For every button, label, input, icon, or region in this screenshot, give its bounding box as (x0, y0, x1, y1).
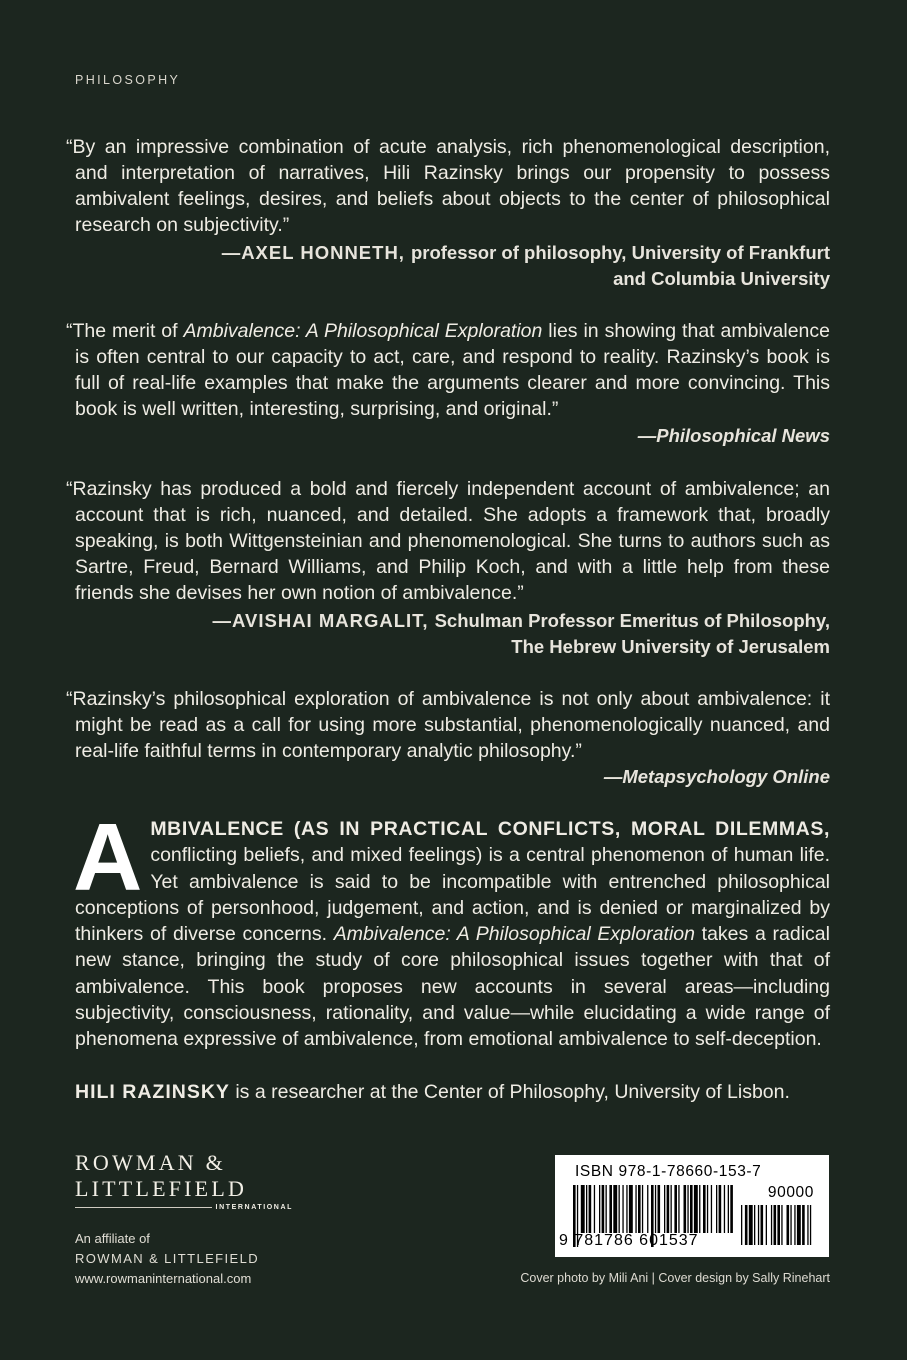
barcode-bar (703, 1185, 706, 1233)
quote-text: “The merit of (66, 320, 184, 342)
barcode-bar (687, 1185, 688, 1233)
barcode-bar (599, 1185, 600, 1233)
barcode-bar (699, 1185, 700, 1233)
blurb-attribution-1 (75, 240, 830, 292)
blurb-quote-4 (66, 686, 830, 764)
isbn-text: ISBN 978-1-78660-153-7 (575, 1163, 762, 1180)
barcode-bar (638, 1185, 641, 1233)
price-bar (774, 1205, 777, 1245)
blurb-quote-3 (66, 476, 830, 606)
blurb-attribution-4 (75, 764, 830, 790)
description-book-title: Ambivalence: A Philosophical Exploration (333, 923, 695, 946)
blurb-attribution-2 (75, 423, 830, 449)
attribution-source: —Philosophical News (637, 425, 830, 446)
price-bar (766, 1205, 767, 1245)
price-bar (802, 1205, 805, 1245)
price-bar (810, 1205, 811, 1245)
barcode-bar (581, 1185, 585, 1233)
price-bar (787, 1205, 790, 1245)
barcode-digits: 9 781786 601537 (559, 1232, 699, 1249)
barcode-bar (730, 1185, 733, 1233)
drop-cap: A (73, 804, 143, 911)
author-bio-text: is a researcher at the Center of Philosophy, University of Lisbon. (229, 1081, 790, 1103)
affiliate-line2: ROWMAN & LITTLEFIELD (75, 1251, 260, 1266)
barcode-bar (690, 1185, 693, 1233)
price-bar (771, 1205, 772, 1245)
barcode-bar (728, 1185, 729, 1233)
barcode-bar (664, 1185, 665, 1233)
barcode-bar (724, 1185, 725, 1233)
barcode-bar (707, 1185, 708, 1233)
cover-credit: Cover photo by Mili Ani | Cover design by Sally Rinehart (520, 1271, 830, 1285)
price-bar (754, 1205, 755, 1245)
price-bar (761, 1205, 764, 1245)
publisher-logo-line2: LITTLEFIELD (75, 1176, 248, 1201)
barcode-bar (594, 1185, 595, 1233)
quote-book-title: Ambivalence: A Philosophical Exploration (183, 320, 543, 342)
barcode-bar (671, 1185, 672, 1233)
barcode-bar (626, 1185, 627, 1233)
quote-text: “Razinsky has produced a bold and fiercely independent account of ambivalence; an account that is rich, nuanced, and detailed. She adopts a framework that, broadly speaking, is both Wittgensteinian and phenomenological. She turns to authors such as Sartre, Freud, Bernard Williams, and Philip Koch, and with a little help from these friends she devises her own notion of ambivalence.” (66, 478, 830, 604)
publisher-affiliate (75, 1229, 259, 1289)
barcode-bar (647, 1185, 648, 1233)
barcode-bar (613, 1185, 617, 1233)
price-bar (790, 1205, 791, 1245)
barcode-bar (602, 1185, 605, 1233)
barcode-bar (642, 1185, 643, 1233)
barcode-bar (674, 1185, 677, 1233)
price-bar (745, 1205, 748, 1245)
blurb-attribution-3 (75, 608, 830, 660)
description-lead: MBIVALENCE (AS IN PRACTICAL CONFLICTS, MORAL DILEMMAS, (150, 818, 830, 840)
attribution-title-cont: The Hebrew University of Jerusalem (511, 636, 830, 657)
publisher-logo (75, 1150, 293, 1211)
price-bar (797, 1205, 801, 1245)
publisher-logo-rule (75, 1204, 293, 1211)
barcode-bar (606, 1185, 607, 1233)
publisher-website[interactable]: www.rowmaninternational.com (75, 1271, 252, 1286)
attribution-name: —AXEL HONNETH, (221, 242, 405, 263)
barcode-bar (719, 1185, 722, 1233)
author-name: HILI RAZINSKY (75, 1081, 230, 1103)
affiliate-line1: An affiliate of (75, 1231, 150, 1246)
barcode-bar (658, 1185, 661, 1233)
barcode-bar (678, 1185, 679, 1233)
barcode-bar (629, 1185, 633, 1233)
barcode-bar (694, 1185, 698, 1233)
barcode-bar (711, 1185, 712, 1233)
price-bar (807, 1205, 808, 1245)
barcode-bar (684, 1185, 687, 1233)
category-label: PHILOSOPHY (75, 73, 181, 87)
price-bar (758, 1205, 759, 1245)
barcode-bar (586, 1185, 587, 1233)
description-text: conflicting beliefs, and mixed feelings) is a central phenomenon of human life. Yet ambivalence is said to be incompatible with entrenched philosophical conceptions of personhood, judgement, and action, and is denied or marginalized by thinkers of diverse concerns. (75, 844, 830, 946)
quote-text-cont: lies in showing that ambivalence is often central to our capacity to act, care, and respond to reality. Razinsky’s book is full of real-life examples that make the arguments clearer and more convincing. This book is well written, interesting, surprising, and original.” (75, 320, 830, 420)
barcode-bar (622, 1185, 623, 1233)
blurb-quote-2 (66, 318, 830, 422)
barcode-bar (609, 1185, 612, 1233)
barcode-bar (619, 1185, 620, 1233)
publisher-logo-line1: ROWMAN & (75, 1150, 226, 1175)
barcode-bar (716, 1185, 717, 1233)
barcode-bar (655, 1185, 656, 1233)
description-text-cont: takes a radical new stance, bringing the study of core philosophical issues together with that of ambivalence. This book proposes new accounts in several areas—including subjectivity, consciousness, rationality, and value—while elucidating a wide range of phenomena expressive of ambivalence, from emotional ambivalence to self-deception. (75, 923, 830, 1051)
blurb-quote-1 (66, 134, 830, 238)
logo-divider (75, 1207, 212, 1208)
quote-text: “Razinsky’s philosophical exploration of ambivalence is not only about ambivalence: it might be read as a call for using more substantial, phenomenologically nuanced, and real-life faithful terms in contemporary analytic philosophy.” (66, 688, 830, 762)
price-bar (781, 1205, 782, 1245)
barcode-bar (667, 1185, 670, 1233)
quote-text: “By an impressive combination of acute analysis, rich phenomenological description, and interpretation of narratives, Hili Razinsky brings our propensity to possess ambivalent feelings, desires, and beliefs about objects to the center of philosophical research on subjectivity.” (66, 136, 830, 236)
attribution-name: —AVISHAI MARGALIT, (212, 610, 429, 631)
attribution-source: —Metapsychology Online (603, 766, 830, 787)
price-bar (741, 1205, 742, 1245)
isbn-barcode (555, 1155, 829, 1257)
attribution-title: Schulman Professor Emeritus of Philosophy, (434, 610, 830, 631)
book-description (73, 804, 830, 1053)
price-bar (749, 1205, 753, 1245)
attribution-title: professor of philosophy, University of Frankfurt (410, 242, 830, 263)
price-code: 90000 (767, 1184, 814, 1201)
author-bio (75, 1079, 830, 1105)
barcode-bar (635, 1185, 636, 1233)
price-bar (777, 1205, 780, 1245)
publisher-logo-sub: INTERNATIONAL (215, 1204, 293, 1211)
attribution-title-cont: and Columbia University (613, 268, 830, 289)
price-bar (794, 1205, 795, 1245)
barcode-bar (589, 1185, 592, 1233)
